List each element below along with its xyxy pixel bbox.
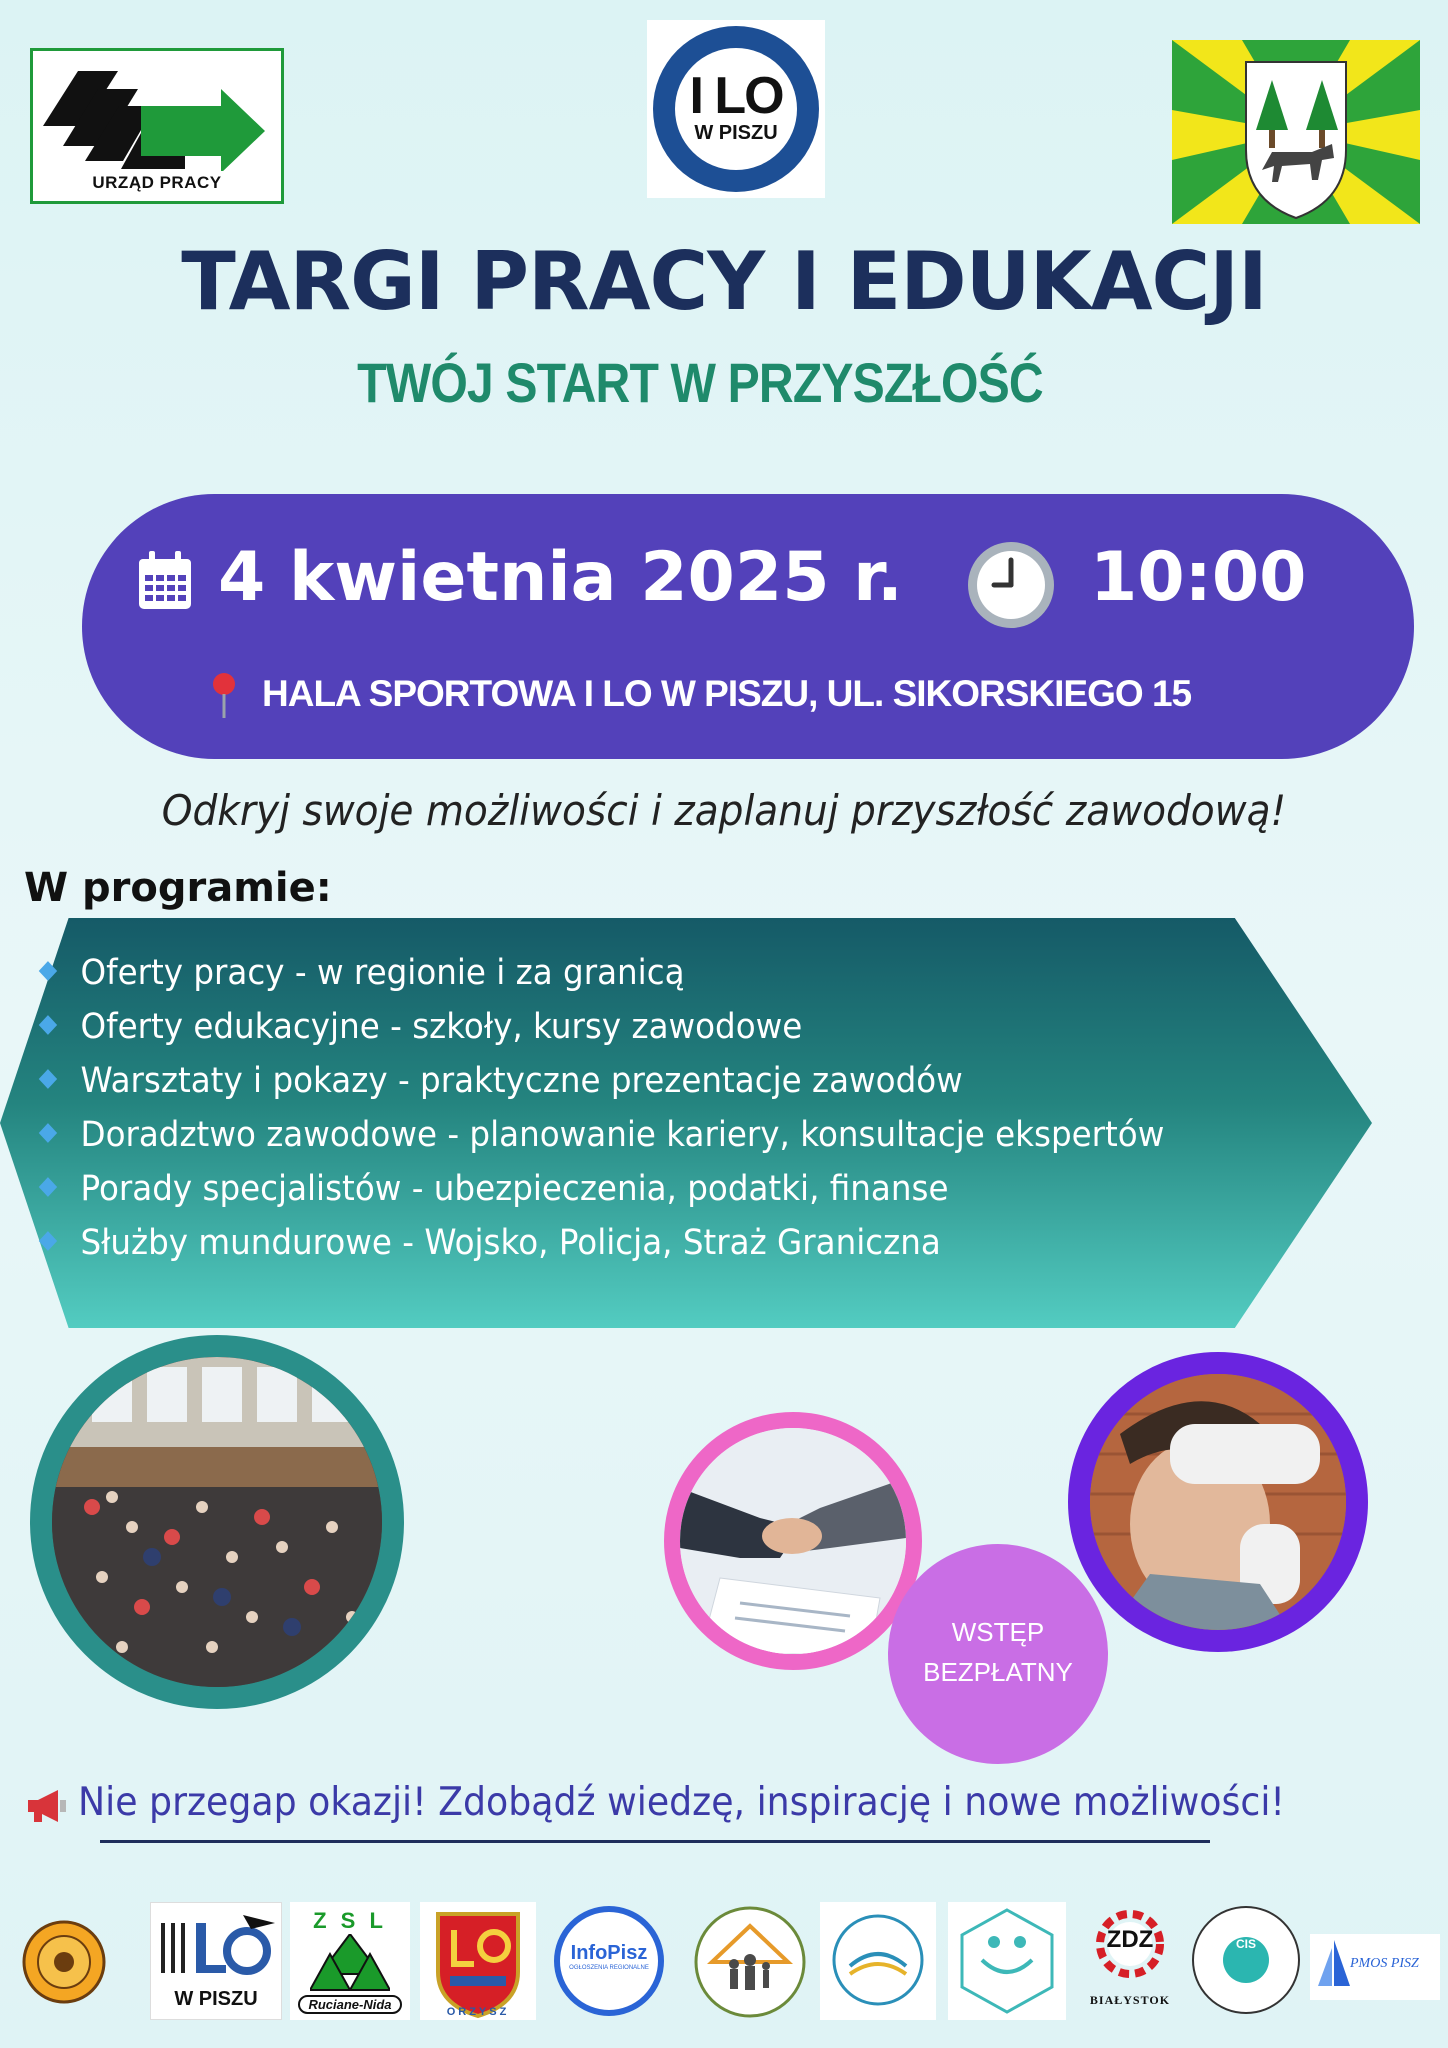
program-item [34,1061,1164,1115]
clock-icon [966,540,1056,630]
diamond-bullet-icon [39,961,57,981]
diamond-bullet-icon [39,1231,57,1251]
pisz-coat-of-arms [1172,40,1420,224]
urzad-pracy-emblem [33,51,281,171]
partner-logo-mlo [150,1902,282,2020]
event-info-banner [82,494,1414,759]
handshake-photo [664,1412,922,1670]
vr-headset-photo [1068,1352,1368,1652]
infopisz-label: InfoPisz [570,1942,648,1964]
program-item-text: Służby mundurowe - Wojsko, Policja, Straż Graniczna [80,1223,941,1263]
program-item-text: Doradztwo zawodowe - planowanie kariery, konsultacje ekspertów [80,1115,1165,1155]
pmos-label: PMOS PISZ [1350,1956,1419,1971]
partner-logo-pcpr [690,1902,810,2020]
page-subtitle: TWÓJ START W PRZYSZŁOŚĆ [357,351,1043,414]
partner-logo-zespol-placowek [820,1902,936,2020]
program-heading: W programie: [24,865,332,911]
partner-logo-cis [1190,1902,1302,2020]
i-lo-logo-center [675,48,797,170]
event-date: 4 kwietnia 2025 r. [218,538,903,617]
fair-crowd-photo [30,1335,404,1709]
zdz-label: ZDZ [1106,1926,1154,1953]
program-item-text: Oferty pracy - w regionie i za granicą [80,953,685,993]
zsl-city: Ruciane-Nida [298,1995,402,2014]
program-item [34,953,1164,1007]
page-title: TARGI PRACY I EDUKACJI [181,235,1267,328]
poradnia-emblem [948,1902,1066,2020]
free-entry-line1: WSTĘP [951,1617,1045,1647]
program-item [34,1007,1164,1061]
lo-orzysz-shield [420,1902,536,2020]
partner-logo-poradnia [948,1902,1066,2020]
program-item [34,1169,1164,1223]
program-item-text: Porady specjalistów - ubezpieczenia, podatki, finanse [80,1169,949,1209]
cis-label: CIS [1223,1937,1269,1983]
sailboat-icon [1314,1936,1354,1996]
tagline: Odkryj swoje możliwości i zaplanuj przyszłość zawodową! [161,786,1287,835]
event-time: 10:00 [1090,538,1307,617]
megaphone-icon [24,1788,68,1824]
partner-logo-pmos [1310,1934,1440,2000]
partner-logo-lo-orzysz [420,1902,536,2020]
call-to-action: Nie przegap okazji! Zdobądź wiedzę, inspirację i nowe możliwości! [78,1780,1285,1825]
partner-logo-infopisz [554,1902,666,2020]
infopisz-sublabel: OGŁOSZENIA REGIONALNE [569,1965,649,1971]
tree-icon [310,1934,390,1992]
lo-orzysz-label: ORZYSZ [446,2006,510,2018]
zdz-city: BIAŁYSTOK [1089,1993,1171,2007]
i-lo-logo-subtitle: W PISZU [694,122,778,144]
pcpr-seal [690,1902,810,2020]
pin-icon [210,672,238,720]
partner-logo-zsl [290,1902,410,2020]
crowd-image [52,1357,382,1687]
event-location: HALA SPORTOWA I LO W PISZU, UL. SIKORSKIEGO 15 [262,673,1192,714]
program-item [34,1223,1164,1277]
program-item [34,1115,1164,1169]
zespol-seal [820,1902,936,2020]
partner-logo-zdz [1080,1902,1180,2020]
urzad-pracy-logo [30,48,284,204]
diamond-bullet-icon [39,1123,57,1143]
free-entry-badge [888,1544,1108,1764]
program-list [34,953,1249,1277]
program-item-text: Warsztaty i pokazy - praktyczne prezentacje zawodów [80,1061,963,1101]
diamond-bullet-icon [39,1069,57,1089]
diamond-bullet-icon [39,1015,57,1035]
diamond-bullet-icon [39,1177,57,1197]
partner-logo-zsz [22,1902,106,2020]
i-lo-logo-title: I LO [689,67,783,125]
coat-of-arms-icon [1172,40,1420,224]
free-entry-line2: BEZPŁATNY [923,1657,1073,1687]
zsl-label: Z S L [313,1908,387,1933]
zsz-seal [22,1902,106,2020]
mlo-emblem [151,1903,281,1983]
mlo-label: W PISZU [174,1988,258,2010]
calendar-icon [137,551,193,611]
urzad-pracy-label: URZĄD PRACY [92,173,222,192]
program-item-text: Oferty edukacyjne - szkoły, kursy zawodowe [80,1007,803,1047]
divider [100,1840,1210,1843]
vr-image [1090,1374,1346,1630]
i-lo-logo [647,20,825,198]
handshake-image [680,1428,906,1654]
